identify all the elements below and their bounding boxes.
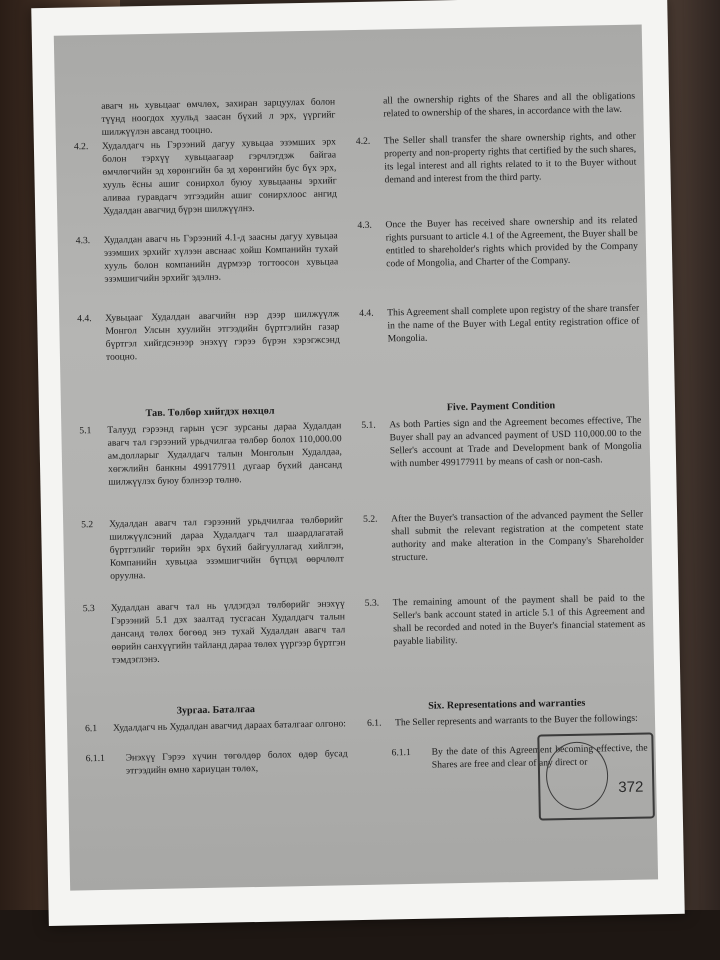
- left-clause-5-1: [79, 420, 342, 490]
- paragraph-text: авагч нь хувьцааг өмчлөх, захиран зарцуулах болон түүнд ноогдох хуульд заасан бүхий л эрх, үүргийг шилжүүлэн авсанд тооцно.: [101, 96, 336, 138]
- clause-text: The Seller shall transfer the share ownership rights, and other property and non-property rights that certified by the such shares, its legal interest and all rights related to it to the Buyer without demand and interest from the third party.: [383, 130, 637, 186]
- clause-number: 4.2.: [73, 141, 89, 153]
- clause-number: 5.2.: [363, 513, 378, 525]
- clause-text: Худалдан авагч нь Гэрээний 4.1-д заасны дагуу хувьцаа эзэмших эрхийг хүлээн авснаас хойш Компанийн тухай хууль болон компанийн дүрмээр тогтоосон хувьцаа эзэмшигчийн эрхийг эдэлнэ.: [103, 230, 339, 285]
- stamp-seal-icon: [545, 741, 608, 810]
- clause-number: 4.4.: [77, 313, 92, 325]
- left-continuation-text: [73, 96, 336, 140]
- clause-number: 5.3.: [364, 597, 380, 609]
- clause-text: Энэхүү Гэрээ хүчин төгөлдөр болох өдөр бусад этгээдийн өмнө хариуцан төлөх,: [125, 748, 348, 777]
- left-clause-5-3: [83, 598, 346, 668]
- clause-text: Худалдагч нь Худалдан авагчид дараах баталгааг олгоно:: [112, 718, 347, 734]
- clause-text: Once the Buyer has received share ownership and its related rights pursuant to article 4.1 of the Agreement, the Buyer shall be entitled to shareholder's rights which provided by the Company code of Mongolia, and Charter of the Company.: [385, 214, 639, 270]
- clause-number: 6.1.1: [85, 752, 105, 765]
- clause-text: Худалдагч нь Гэрээний дагуу хувьцаа эзэмших эрх болон тэрхүү хувьцаагаар гэрчлэгдэж байгаа өмчлөгчийн эд хөрөнгийн ба эд хөрөнгийн бус бүх эрх, хууль ёсны ашиг сонирхол буюу хувьцааны эрхийг аливаа гуравдагч этгээдийн ашиг сонирхлоос ангид Худалдан авагчид бүрэн шилжүүлнэ.: [101, 136, 337, 217]
- right-section-heading-5: Five. Payment Condition: [446, 400, 556, 414]
- clause-text: Хувьцааг Худалдан авагчийн нэр дээр шилжүүлж Монгол Улсын хуулийн этгээдийн бүртгэлийн газар бүртгэл хийгдсэнээр энэхүү гэрээ бүрэн хэрэгжсэнд тооцно.: [105, 308, 340, 363]
- left-section-heading-5: Тав. Төлбөр хийгдэх нөхцөл: [145, 405, 275, 420]
- right-clause-4-2: [356, 131, 637, 188]
- clause-text: As both Parties sign and the Agreement becomes effective, The Buyer shall pay an advanced payment of USD 110,000.00 to the Seller's account at Trade and Development bank of Mongolia with number 499177911 by means of cash or non-cash.: [389, 414, 642, 470]
- printed-page: [54, 24, 658, 890]
- right-section-heading-6: Six. Representations and warranties: [428, 697, 586, 712]
- right-clause-5-1: [361, 415, 642, 472]
- clause-text: The remaining amount of the payment shall be paid to the Seller's bank account stated in article 5.1 of this Agreement and shall be recorded and noted in the Buyer's financial statement as payable liability.: [392, 592, 646, 648]
- paragraph-text: all the ownership rights of the Shares and all the obligations related to ownership of the shares, in accordance with the law.: [382, 90, 636, 120]
- clause-text: By the date of this Agreement becoming effective, the Shares are free and clear of any direct or: [431, 742, 648, 771]
- right-clause-5-3: [365, 593, 646, 650]
- right-clause-6-1: [367, 713, 647, 731]
- clause-text: This Agreement shall complete upon registry of the share transfer in the name of the Buyer with Legal entity registration office of Mongolia.: [387, 302, 640, 345]
- left-clause-6-1: [85, 718, 347, 736]
- clause-text: Худалдан авагч тал нь үлдэгдэл төлбөрийг энэхүү Гэрээний 5.1 дэх заалтад тусгасан Худалдагч талын дансанд төлөх бөгөөд энэ тухай Худалдан авагч тал өөрийн санхүүгийн тайланд дараа төлөх үүргээр бүртгэн тэмдэглэнэ.: [110, 598, 346, 666]
- paper-sheet: [31, 0, 685, 926]
- clause-number: 6.1.: [366, 717, 382, 729]
- left-clause-4-3: [76, 230, 339, 287]
- clause-text: The Seller represents and warrants to the Buyer the followings:: [394, 712, 638, 729]
- clause-text: Худалдан авагч тал гэрээний урьдчилгаа төлбөрийг шилжүүлсэний дараа Худалдагч тал шаардлагатай бүртгэлийг төрийн эрх бүхий байгууллагад хийлгэн, Компанийн хувьцаа эзэмшигчийн бүтцэд өөрчлөлт оруулна.: [109, 514, 344, 582]
- clause-number: 4.2.: [355, 135, 371, 147]
- clause-number: 4.4.: [359, 307, 374, 319]
- left-clause-5-2: [81, 514, 344, 584]
- left-section-heading-6: Зургаа. Баталгаа: [176, 704, 256, 717]
- stamp-number: 372: [618, 778, 644, 797]
- right-column-english: [354, 25, 648, 771]
- clause-number: 5.1: [79, 425, 92, 437]
- left-clause-4-4: [77, 308, 340, 365]
- clause-number: 5.1.: [361, 419, 376, 431]
- official-stamp: [537, 732, 655, 820]
- left-clause-6-1-1: [86, 748, 348, 779]
- clause-number: 4.3.: [75, 235, 91, 247]
- right-clause-4-4: [359, 303, 640, 347]
- clause-number: 5.2: [81, 519, 94, 531]
- clause-number: 6.1.1: [391, 747, 411, 759]
- right-clause-4-3: [357, 215, 638, 272]
- left-column-mongolian: [72, 30, 348, 777]
- clause-number: 4.3.: [357, 219, 372, 231]
- clause-text: After the Buyer's transaction of the advanced payment the Seller shall submit the relevant registration at the competent state authority and make alteration in the Company's Shareholder structure.: [391, 508, 644, 564]
- clause-number: 6.1: [84, 723, 98, 735]
- clause-text: Талууд гэрээнд гарын үсэг зурсаны дараа Худалдан авагч тал гэрээний урьдчилгаа төлбөр болох 110,000.00 ам.долларыг Худалдагч талын Монголын Худалдаа, хөгжлийн банкны 499177911 дугаар бүхий дансанд шилжүүлэх буюу бэлнээр төлнө.: [107, 420, 343, 488]
- right-clause-5-2: [363, 509, 644, 566]
- clause-number: 5.3: [82, 603, 95, 615]
- left-clause-4-2: [74, 136, 337, 218]
- right-continuation-text: [355, 91, 635, 122]
